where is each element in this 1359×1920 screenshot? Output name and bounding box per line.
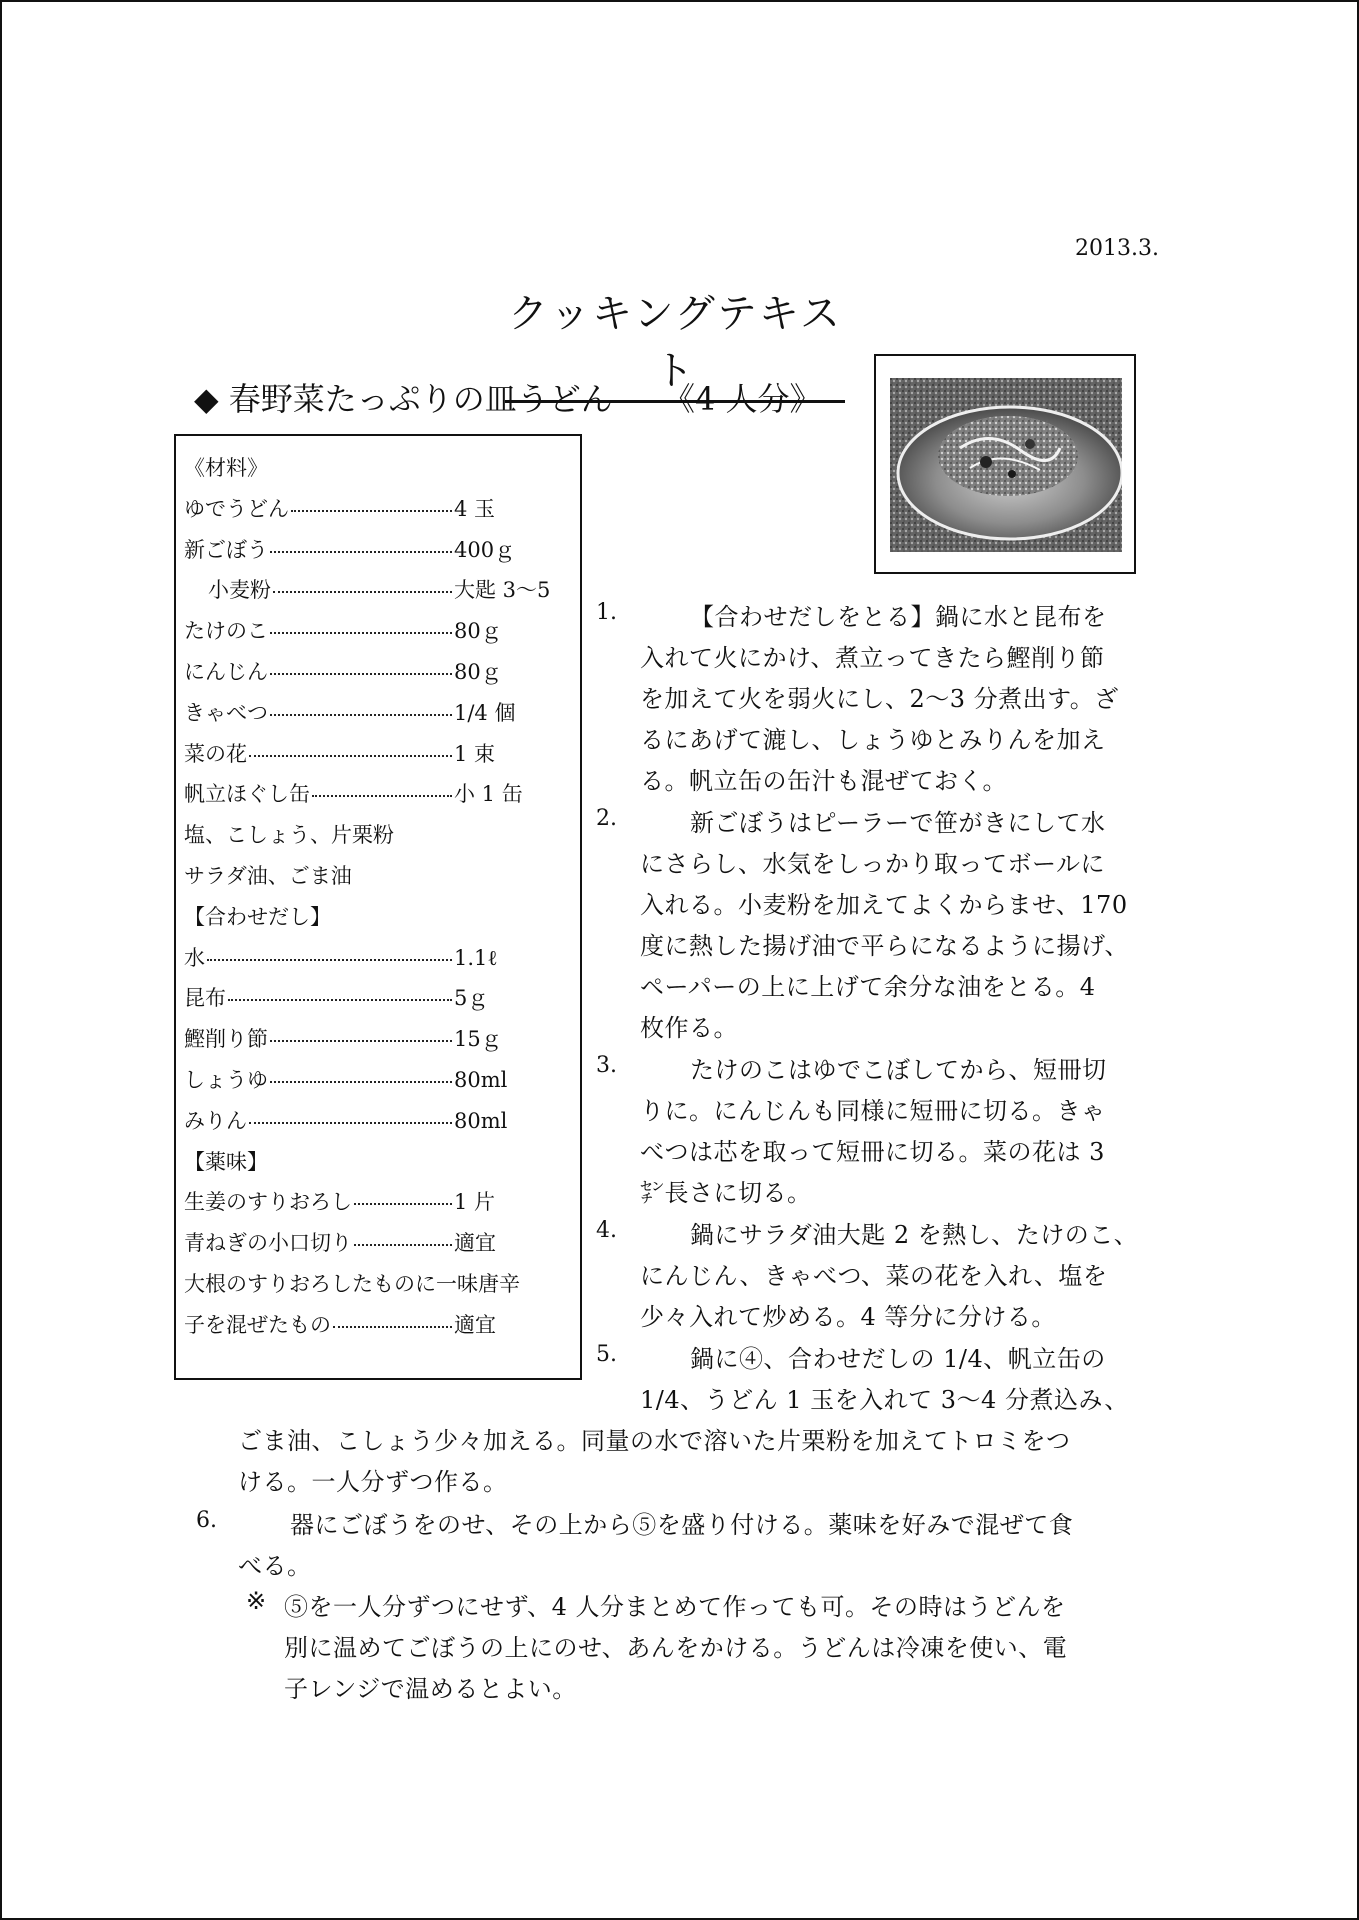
ingredient-quantity: 400ｇ [454, 537, 516, 562]
ingredient-row [184, 1264, 580, 1305]
ingredient-name: ゆでうどん [184, 496, 289, 521]
step-text: たけのこはゆでこぼしてから、短冊切 [690, 1056, 1107, 1084]
step-text: べつは芯を取って短冊に切る。菜の花は 3 [640, 1138, 1105, 1166]
leader-dots [270, 673, 452, 675]
dish-photo-image [890, 378, 1122, 552]
ingredient-quantity: 1 片 [454, 1190, 496, 1215]
ingredient-quantity: 適宜 [454, 1231, 496, 1256]
ingredient-name: みりん [184, 1108, 247, 1133]
ingredient-name: 青ねぎの小口切り [184, 1231, 352, 1256]
step-text: ごま油、こしょう少々加える。同量の水で溶いた片栗粉を加えてトロミをつ [238, 1427, 1071, 1455]
step-text: ペーパーの上に上げて余分な油をとる。4 [640, 973, 1096, 1001]
note-text: 別に温めてごぼうの上にのせ、あんをかける。うどんは冷凍を使い、電 [284, 1634, 1068, 1662]
step-number: 5. [596, 1342, 617, 1367]
ingredient-quantity: 5ｇ [454, 986, 489, 1011]
step-text: ける。一人分ずつ作る。 [238, 1468, 508, 1496]
ingredient-row [184, 897, 580, 938]
step-text: 少々入れて炒める。4 等分に分ける。 [640, 1303, 1056, 1331]
ingredient-row [184, 856, 580, 897]
ingredient-quantity: 80ml [454, 1067, 508, 1092]
leader-dots [270, 551, 452, 553]
step-text: ㌢長さに切る。 [640, 1179, 812, 1207]
ingredient-row [184, 734, 580, 775]
leader-dots [228, 999, 452, 1001]
ingredient-quantity: 1.1ℓ [454, 945, 498, 970]
ingredient-row [184, 1060, 580, 1101]
step-text: 度に熱した揚げ油で平らになるように揚げ、 [640, 932, 1130, 960]
leader-dots [273, 591, 452, 593]
leader-dots [270, 1040, 452, 1042]
ingredient-name: サラダ油、ごま油 [184, 863, 352, 888]
ingredient-name: 【合わせだし】 [184, 904, 331, 929]
step-text: 枚作る。 [640, 1014, 738, 1042]
ingredient-quantity: 適宜 [454, 1312, 496, 1337]
step-text: りに。にんじんも同様に短冊に切る。きゃ [640, 1097, 1106, 1125]
note-mark: ※ [246, 1587, 267, 1615]
ingredient-quantity: 80ｇ [454, 619, 502, 644]
leader-dots [249, 755, 452, 757]
note-text: 子レンジで温めるとよい。 [284, 1675, 577, 1703]
ingredient-name: 子を混ぜたもの [184, 1312, 331, 1337]
leader-dots [270, 1081, 452, 1083]
step-text: にんじん、きゃべつ、菜の花を入れ、塩を [640, 1262, 1108, 1290]
ingredient-name: にんじん [184, 659, 268, 684]
ingredient-name: 鰹削り節 [184, 1027, 268, 1052]
ingredient-name: 塩、こしょう、片栗粉 [184, 823, 394, 848]
ingredient-quantity: 15ｇ [454, 1027, 502, 1052]
recipe-heading [194, 374, 822, 420]
ingredient-name: 菜の花 [184, 741, 247, 766]
step-text: 鍋にサラダ油大匙 2 を熱し、たけのこ、 [690, 1221, 1139, 1249]
ingredient-quantity: 80ml [454, 1108, 508, 1133]
ingredient-row [184, 774, 580, 815]
ingredient-row [184, 1101, 580, 1142]
ingredient-quantity: 80ｇ [454, 659, 502, 684]
leader-dots [354, 1244, 452, 1246]
ingredient-name: 小麦粉 [208, 578, 271, 603]
note-text: ⑤を一人分ずつにせず、4 人分まとめて作っても可。その時はうどんを [284, 1593, 1066, 1621]
ingredient-row [184, 611, 580, 652]
step-number: 6. [196, 1508, 217, 1533]
diamond-bullet-icon: ◆ [194, 380, 219, 418]
step-text: る。帆立缶の缶汁も混ぜておく。 [640, 767, 1008, 795]
ingredient-quantity: 4 玉 [454, 496, 496, 521]
step-text: 鍋に④、合わせだしの 1/4、帆立缶の [690, 1345, 1106, 1373]
leader-dots [333, 1326, 452, 1328]
leader-dots [354, 1203, 452, 1205]
step-text: べる。 [238, 1552, 312, 1580]
ingredient-row [184, 1019, 580, 1060]
ingredient-row [184, 652, 580, 693]
leader-dots [312, 795, 452, 797]
step-text: 1/4、うどん 1 玉を入れて 3～4 分煮込み、 [640, 1386, 1129, 1414]
step-number: 4. [596, 1218, 617, 1243]
ingredient-quantity: 大匙 3～5 [454, 578, 551, 603]
step-number: 1. [596, 600, 617, 625]
ingredient-row [184, 938, 580, 979]
ingredient-name: たけのこ [184, 619, 268, 644]
ingredient-row [184, 1305, 580, 1346]
ingredient-name: 新ごぼう [184, 537, 268, 562]
ingredient-quantity: 1 束 [454, 741, 496, 766]
ingredient-name: 昆布 [184, 986, 226, 1011]
ingredient-row [184, 1182, 580, 1223]
ingredient-name: 水 [184, 945, 205, 970]
step-text: 新ごぼうはピーラーで笹がきにして水 [690, 809, 1106, 837]
ingredient-name: 大根のすりおろしたものに一味唐辛 [184, 1271, 520, 1296]
leader-dots [249, 1122, 452, 1124]
ingredient-row [184, 815, 580, 856]
leader-dots [270, 632, 452, 634]
ingredients-header: 《材料》 [184, 456, 268, 480]
step-text: 入れる。小麦粉を加えてよくからませ、170 [640, 891, 1128, 919]
step-text: 【合わせだしをとる】鍋に水と昆布を [690, 603, 1107, 631]
ingredient-row [184, 489, 580, 530]
ingredient-name: 帆立ほぐし缶 [184, 782, 310, 807]
ingredient-name: 生姜のすりおろし [184, 1190, 352, 1215]
leader-dots [207, 959, 452, 961]
ingredients-box [174, 434, 582, 1380]
page-title: クッキングテキスト [505, 282, 845, 403]
ingredient-row [184, 530, 580, 571]
leader-dots [270, 714, 452, 716]
document-date: 2013.3. [1075, 236, 1159, 261]
recipe-servings: 《4 人分》 [662, 380, 822, 418]
ingredient-quantity: 1/4 個 [454, 700, 516, 725]
step-text: るにあげて漉し、しょうゆとみりんを加え [640, 726, 1106, 754]
ingredient-row [184, 1142, 580, 1183]
ingredient-name: 【薬味】 [184, 1149, 268, 1174]
step-text: 入れて火にかけ、煮立ってきたら鰹削り節 [640, 644, 1105, 672]
ingredient-row [184, 693, 580, 734]
leader-dots [291, 510, 452, 512]
ingredient-row [184, 570, 580, 611]
recipe-name: 春野菜たっぷりの皿うどん [228, 380, 613, 418]
ingredient-row [184, 1223, 580, 1264]
step-text: を加えて火を弱火にし、2～3 分煮出す。ざ [640, 685, 1119, 713]
dish-photo [874, 354, 1136, 574]
ingredient-name: きゃべつ [184, 700, 268, 725]
step-text: 器にごぼうをのせ、その上から⑤を盛り付ける。薬味を好みで混ぜて食 [290, 1511, 1074, 1539]
ingredient-quantity: 小 1 缶 [454, 782, 523, 807]
ingredient-name: しょうゆ [184, 1067, 268, 1092]
step-number: 2. [596, 806, 617, 831]
step-number: 3. [596, 1053, 617, 1078]
step-text: にさらし、水気をしっかり取ってボールに [640, 850, 1106, 878]
ingredient-row [184, 978, 580, 1019]
